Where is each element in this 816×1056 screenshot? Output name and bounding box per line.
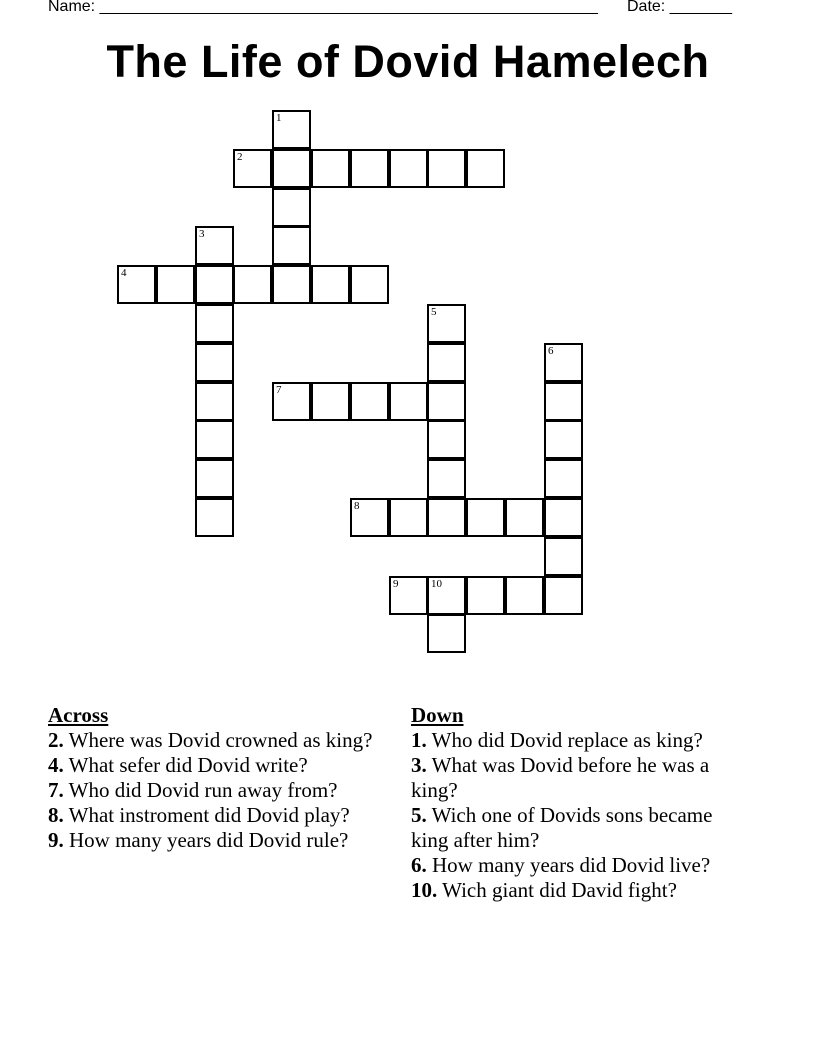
crossword-cell[interactable]	[195, 459, 234, 498]
crossword-cell[interactable]	[272, 382, 311, 421]
crossword-cell[interactable]	[544, 459, 583, 498]
clue-number: 10	[431, 578, 442, 590]
crossword-cell[interactable]	[195, 343, 234, 382]
crossword-cell[interactable]	[195, 226, 234, 265]
crossword-cell[interactable]	[427, 498, 466, 537]
page-title: The Life of Dovid Hamelech	[106, 36, 710, 87]
across-clue	[48, 753, 378, 778]
crossword-cell[interactable]	[427, 420, 466, 459]
crossword-cell[interactable]	[350, 265, 389, 304]
down-heading: Down	[411, 703, 464, 727]
clue-number: 9	[393, 578, 399, 590]
crossword-cell[interactable]	[427, 382, 466, 421]
crossword-cell[interactable]	[350, 498, 389, 537]
crossword-cell[interactable]	[544, 420, 583, 459]
clue-number: 5	[431, 306, 437, 318]
crossword-cell[interactable]	[427, 149, 466, 188]
name-field[interactable]: Name: ________________________________________________________	[48, 0, 598, 15]
clue-num: 7.	[48, 778, 64, 802]
crossword-cell[interactable]	[544, 498, 583, 537]
crossword-cell[interactable]	[427, 304, 466, 343]
down-clue	[411, 878, 751, 903]
clue-text: How many years did Dovid rule?	[63, 828, 349, 852]
crossword-cell[interactable]	[272, 149, 311, 188]
crossword-cell[interactable]	[350, 382, 389, 421]
clue-number: 2	[237, 151, 243, 163]
crossword-cell[interactable]	[389, 382, 428, 421]
clue-num: 10.	[411, 878, 438, 902]
crossword-cell[interactable]	[311, 265, 350, 304]
clue-text: Where was Dovid crowned as king?	[63, 728, 373, 752]
crossword-cell[interactable]	[505, 498, 544, 537]
crossword-cell[interactable]	[311, 382, 350, 421]
crossword-cell[interactable]	[544, 382, 583, 421]
clue-text: What sefer did Dovid write?	[63, 753, 308, 777]
crossword-cell[interactable]	[544, 343, 583, 382]
clue-num: 4.	[48, 753, 64, 777]
across-clues	[48, 703, 378, 853]
across-clue	[48, 828, 378, 853]
clue-num: 5.	[411, 803, 427, 827]
crossword-cell[interactable]	[272, 226, 311, 265]
crossword-cell[interactable]	[195, 304, 234, 343]
clue-num: 9.	[48, 828, 64, 852]
crossword-cell[interactable]	[350, 149, 389, 188]
across-clue-list	[48, 728, 378, 853]
crossword-cell[interactable]	[544, 576, 583, 615]
crossword-cell[interactable]	[427, 343, 466, 382]
crossword-cell[interactable]	[389, 149, 428, 188]
clue-number: 4	[121, 267, 127, 279]
crossword-cell[interactable]	[195, 498, 234, 537]
crossword-cell[interactable]	[233, 149, 272, 188]
clue-text: Who did Dovid run away from?	[63, 778, 338, 802]
clue-num: 8.	[48, 803, 64, 827]
crossword-cell[interactable]	[117, 265, 156, 304]
crossword-cell[interactable]	[195, 265, 234, 304]
clue-text: How many years did Dovid live?	[426, 853, 711, 877]
clue-text: Who did Dovid replace as king?	[426, 728, 703, 752]
down-clue	[411, 728, 751, 753]
crossword-cell[interactable]	[272, 265, 311, 304]
crossword-cell[interactable]	[195, 382, 234, 421]
clue-number: 8	[354, 500, 360, 512]
down-clue	[411, 753, 751, 803]
crossword-cell[interactable]	[427, 614, 466, 653]
down-clue	[411, 853, 751, 878]
crossword-cell[interactable]	[466, 149, 505, 188]
clue-text: What instroment did Dovid play?	[63, 803, 350, 827]
crossword-cell[interactable]	[311, 149, 350, 188]
crossword-cell[interactable]	[544, 537, 583, 576]
across-clue	[48, 778, 378, 803]
clue-number: 3	[199, 228, 205, 240]
crossword-cell[interactable]	[427, 576, 466, 615]
crossword-cell[interactable]	[195, 420, 234, 459]
clue-text: What was Dovid before he was a king?	[411, 753, 710, 802]
crossword-cell[interactable]	[466, 576, 505, 615]
clue-text: Wich giant did David fight?	[437, 878, 677, 902]
clue-number: 1	[276, 112, 282, 124]
crossword-cell[interactable]	[389, 498, 428, 537]
down-clue-list	[411, 728, 751, 903]
date-field[interactable]: Date: _______	[627, 0, 732, 15]
across-clue	[48, 728, 378, 753]
crossword-cell[interactable]	[272, 110, 311, 149]
clue-num: 1.	[411, 728, 427, 752]
crossword-cell[interactable]	[272, 188, 311, 227]
clue-number: 6	[548, 345, 554, 357]
crossword-cell[interactable]	[389, 576, 428, 615]
clue-number: 7	[276, 384, 282, 396]
across-heading: Across	[48, 703, 109, 727]
clue-num: 3.	[411, 753, 427, 777]
clue-text: Wich one of Dovids sons became king after him?	[411, 803, 713, 852]
down-clues	[411, 703, 751, 903]
clue-num: 6.	[411, 853, 427, 877]
crossword-cell[interactable]	[233, 265, 272, 304]
crossword-cell[interactable]	[466, 498, 505, 537]
crossword-cell[interactable]	[156, 265, 195, 304]
across-clue	[48, 803, 378, 828]
down-clue	[411, 803, 751, 853]
clue-num: 2.	[48, 728, 64, 752]
crossword-cell[interactable]	[427, 459, 466, 498]
crossword-cell[interactable]	[505, 576, 544, 615]
